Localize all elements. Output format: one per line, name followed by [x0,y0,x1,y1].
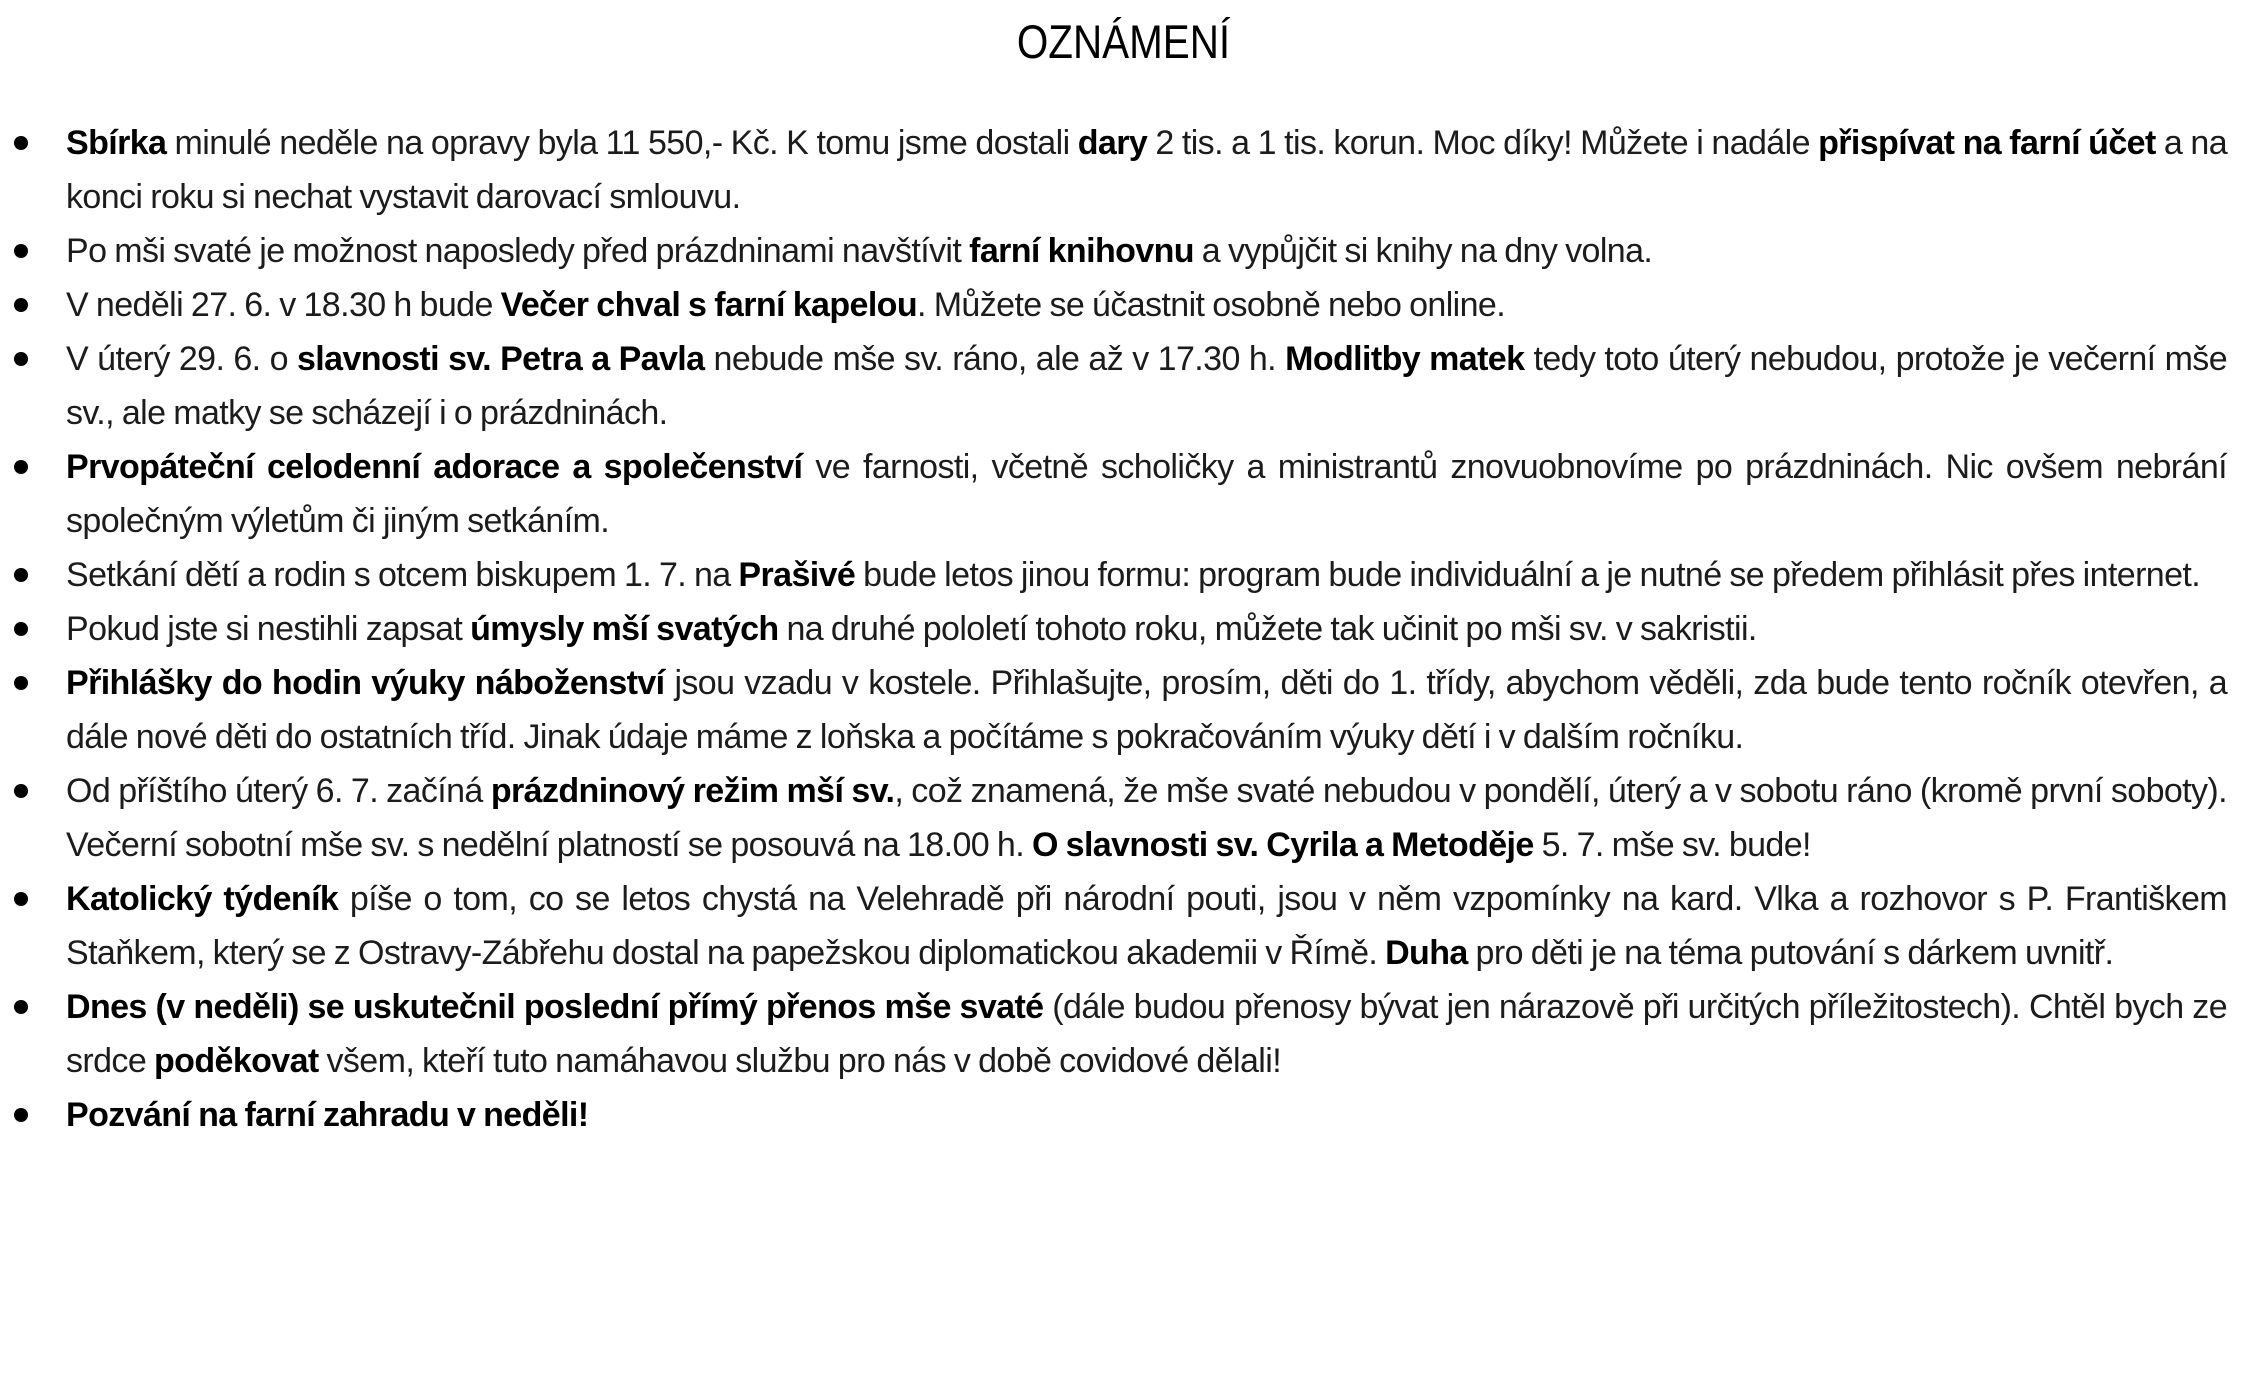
bullet-icon [14,352,28,366]
announcement-item [0,764,2247,872]
emphasis-text: poděkovat [154,1042,319,1080]
emphasis-text: Prašivé [738,556,856,594]
emphasis-text: Prvopáteční celodenní adorace a společenství [66,448,803,486]
emphasis-text: přispívat na farní účet [1818,124,2156,162]
emphasis-text: prázdninový režim mší sv. [490,772,895,810]
emphasis-text: dary [1077,124,1148,162]
emphasis-text: Pozvání na farní zahradu v neděli! [66,1096,589,1134]
body-text: pro děti je na téma putování s dárkem uvnitř. [1467,934,2114,972]
emphasis-text: Duha [1385,934,1468,972]
body-text: píše o tom, co se letos chystá na Velehradě při národní pouti, jsou v něm vzpomínky na kard. Vlka a rozhovor s P. Františkem Staňkem, který se z Ostravy-Zábřehu dostal na papežskou diplomatickou akademii v Římě. [66,880,2227,972]
body-text: 2 tis. a 1 tis. korun. Moc díky! Můžete i nadále [1147,124,1819,162]
body-text: Setkání dětí a rodin s otcem biskupem 1. 7. na [66,556,739,594]
emphasis-text: Večer chval s farní kapelou [500,286,918,324]
body-text: jsou vzadu v kostele. Přihlašujte, prosím, děti do 1. třídy, abychom věděli, zda bude tento ročník otevřen, a dále nové děti do ostatních tříd. Jinak údaje máme z loňska a počítáme s pokračováním výuky dětí i v dalším ročníku. [66,664,2227,756]
bullet-icon [14,1108,28,1122]
page-title: OZNÁMENÍ [1016,15,1231,68]
body-text: Od příštího úterý 6. 7. začíná [66,772,491,810]
body-text: tedy toto úterý nebudou, protože je večerní mše sv., ale matky se scházejí i o prázdninách. [66,340,2228,432]
body-text: a na konci roku si nechat vystavit darovací smlouvu. [66,124,2228,216]
body-text: minulé neděle na opravy byla 11 550,- Kč. K tomu jsme dostali [166,124,1078,162]
announcement-item [0,602,2247,656]
announcement-item [0,1088,2247,1142]
bullet-icon [14,136,28,150]
emphasis-text: Modlitby matek [1285,340,1525,378]
emphasis-text: O slavnosti sv. Cyrila a Metoděje [1031,826,1534,864]
announcement-item [0,278,2247,332]
body-text: ve farnosti, včetně scholičky a ministrantů znovuobnovíme po prázdninách. Nic ovšem nebrání společným výletům či jiným setkáním. [66,448,2227,540]
emphasis-text: slavnosti sv. Petra a Pavla [297,340,705,378]
body-text: Pokud jste si nestihli zapsat [66,610,471,648]
emphasis-text: Dnes (v neděli) se uskutečnil poslední přímý přenos mše svaté [66,988,1044,1026]
body-text: Po mši svaté je možnost naposledy před prázdninami navštívit [66,232,970,270]
announcement-item [0,548,2247,602]
announcement-item [0,980,2247,1088]
body-text: (dále budou přenosy bývat jen nárazově při určitých příležitostech). Chtěl bych ze srdce [66,988,2228,1080]
emphasis-text: Sbírka [66,124,167,162]
body-text: a vypůjčit si knihy na dny volna. [1193,232,1653,270]
emphasis-text: Katolický týdeník [66,880,339,918]
body-text: 5. 7. mše sv. bude! [1533,826,1811,864]
emphasis-text: Přihlášky do hodin výuky náboženství [66,664,665,702]
announcement-item [0,872,2247,980]
announcement-item [0,116,2247,224]
body-text: nebude mše sv. ráno, ale až v 17.30 h. [704,340,1286,378]
body-text: . Můžete se účastnit osobně nebo online. [917,286,1506,324]
body-text: V neděli 27. 6. v 18.30 h bude [66,286,501,324]
emphasis-text: úmysly mší svatých [470,610,779,648]
bullet-icon [14,298,28,312]
body-text: všem, kteří tuto namáhavou službu pro nás v době covidové dělali! [318,1042,1282,1080]
bullet-icon [14,460,28,474]
emphasis-text: farní knihovnu [969,232,1194,270]
body-text: bude letos jinou formu: program bude individuální a je nutné se předem přihlásit přes internet. [855,556,2201,594]
bullet-icon [14,244,28,258]
announcement-item [0,656,2247,764]
bullet-icon [14,676,28,690]
body-text: na druhé pololetí tohoto roku, můžete tak učinit po mši sv. v sakristii. [778,610,1757,648]
announcement-list [0,116,2247,1142]
body-text: V úterý 29. 6. o [66,340,297,378]
bullet-icon [14,1000,28,1014]
bullet-icon [14,622,28,636]
announcement-item [0,224,2247,278]
bullet-icon [14,568,28,582]
body-text: , což znamená, že mše svaté nebudou v pondělí, úterý a v sobotu ráno (kromě první soboty). Večerní sobotní mše sv. s nedělní platností se posouvá na 18.00 h. [66,772,2227,864]
bullet-icon [14,892,28,906]
announcement-item [0,440,2247,548]
bullet-icon [14,784,28,798]
announcement-item [0,332,2247,440]
